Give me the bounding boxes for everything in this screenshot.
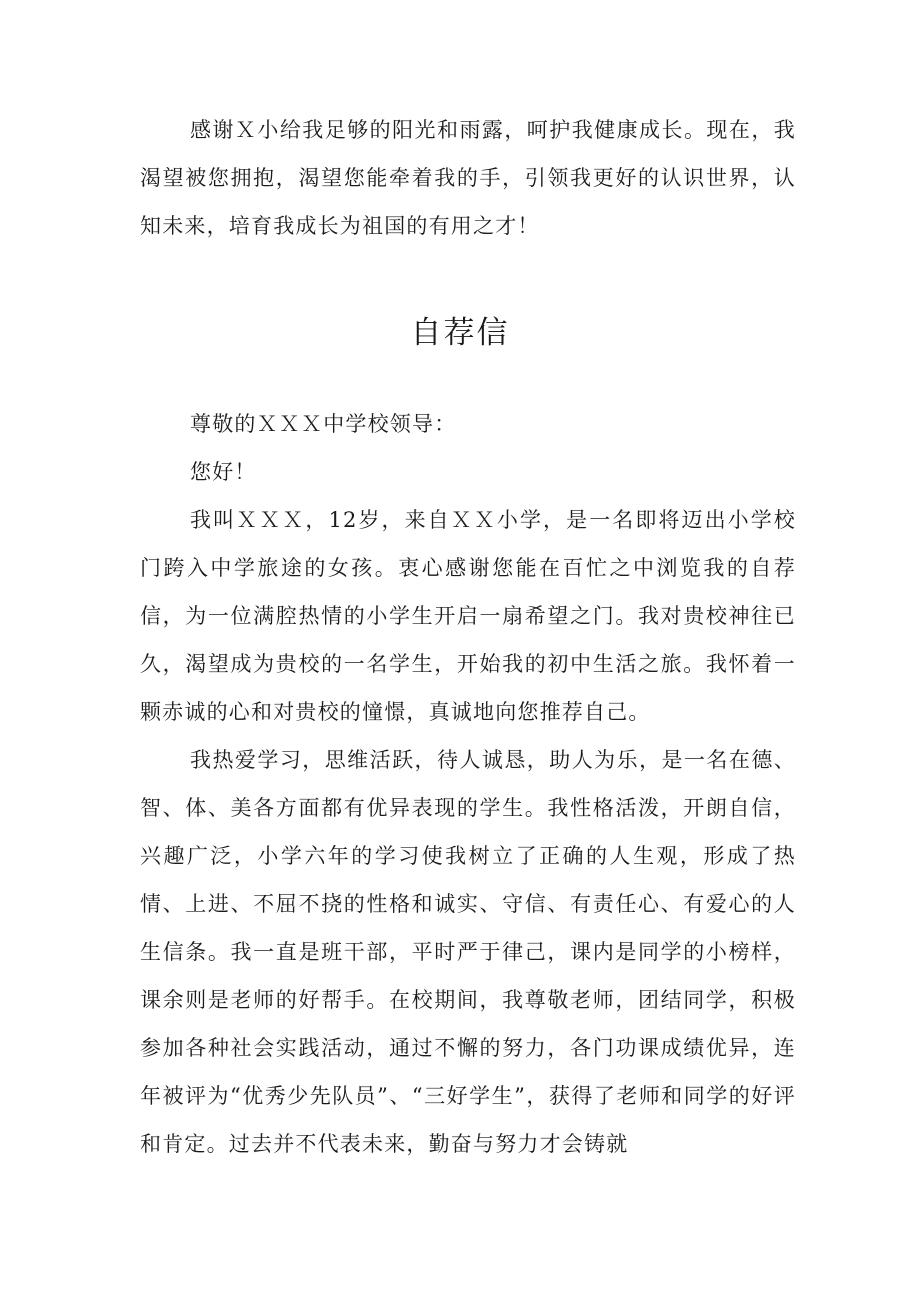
closing-paragraph: 感谢Ｘ小给我足够的阳光和雨露，呵护我健康成长。现在，我渴望被您拥抱，渴望您能牵着我的手，引领我更好的认识世界，认知未来，培育我成长为祖国的有用之才！ bbox=[140, 118, 796, 238]
letter-body bbox=[140, 400, 796, 1168]
letter-title: 自荐信 bbox=[410, 315, 510, 351]
letter-paragraph-qualities: 我热爱学习，思维活跃，待人诚恳，助人为乐，是一名在德、智、体、美各方面都有优异表现的学生。我性格活泼，开朗自信，兴趣广泛，小学六年的学习使我树立了正确的人生观，形成了热情、上进、不屈不挠的性格和诚实、守信、有责任心、有爱心的人生信条。我一直是班干部，平时严于律己，课内是同学的小榜样，课余则是老师的好帮手。在校期间，我尊敬老师，团结同学，积极参加各种社会实践活动，通过不懈的努力，各门功课成绩优异，连年被评为“优秀少先队员”、“三好学生”，获得了老师和同学的好评和肯定。过去并不代表未来，勤奋与努力才会铸就 bbox=[140, 748, 796, 1156]
letter-paragraph-intro: 我叫ＸＸＸ，12岁，来自ＸＸ小学，是一名即将迈出小学校门跨入中学旅途的女孩。衷心感谢您能在百忙之中浏览我的自荐信，为一位满腔热情的小学生开启一扇希望之门。我对贵校神往已久，渴望成为贵校的一名学生，开始我的初中生活之旅。我怀着一颗赤诚的心和对贵校的憧憬，真诚地向您推荐自己。 bbox=[140, 508, 796, 724]
letter-salutation: 尊敬的ＸＸＸ中学校领导： bbox=[190, 412, 457, 436]
previous-letter-section bbox=[140, 106, 796, 250]
letter-greeting: 您好！ bbox=[190, 460, 257, 484]
